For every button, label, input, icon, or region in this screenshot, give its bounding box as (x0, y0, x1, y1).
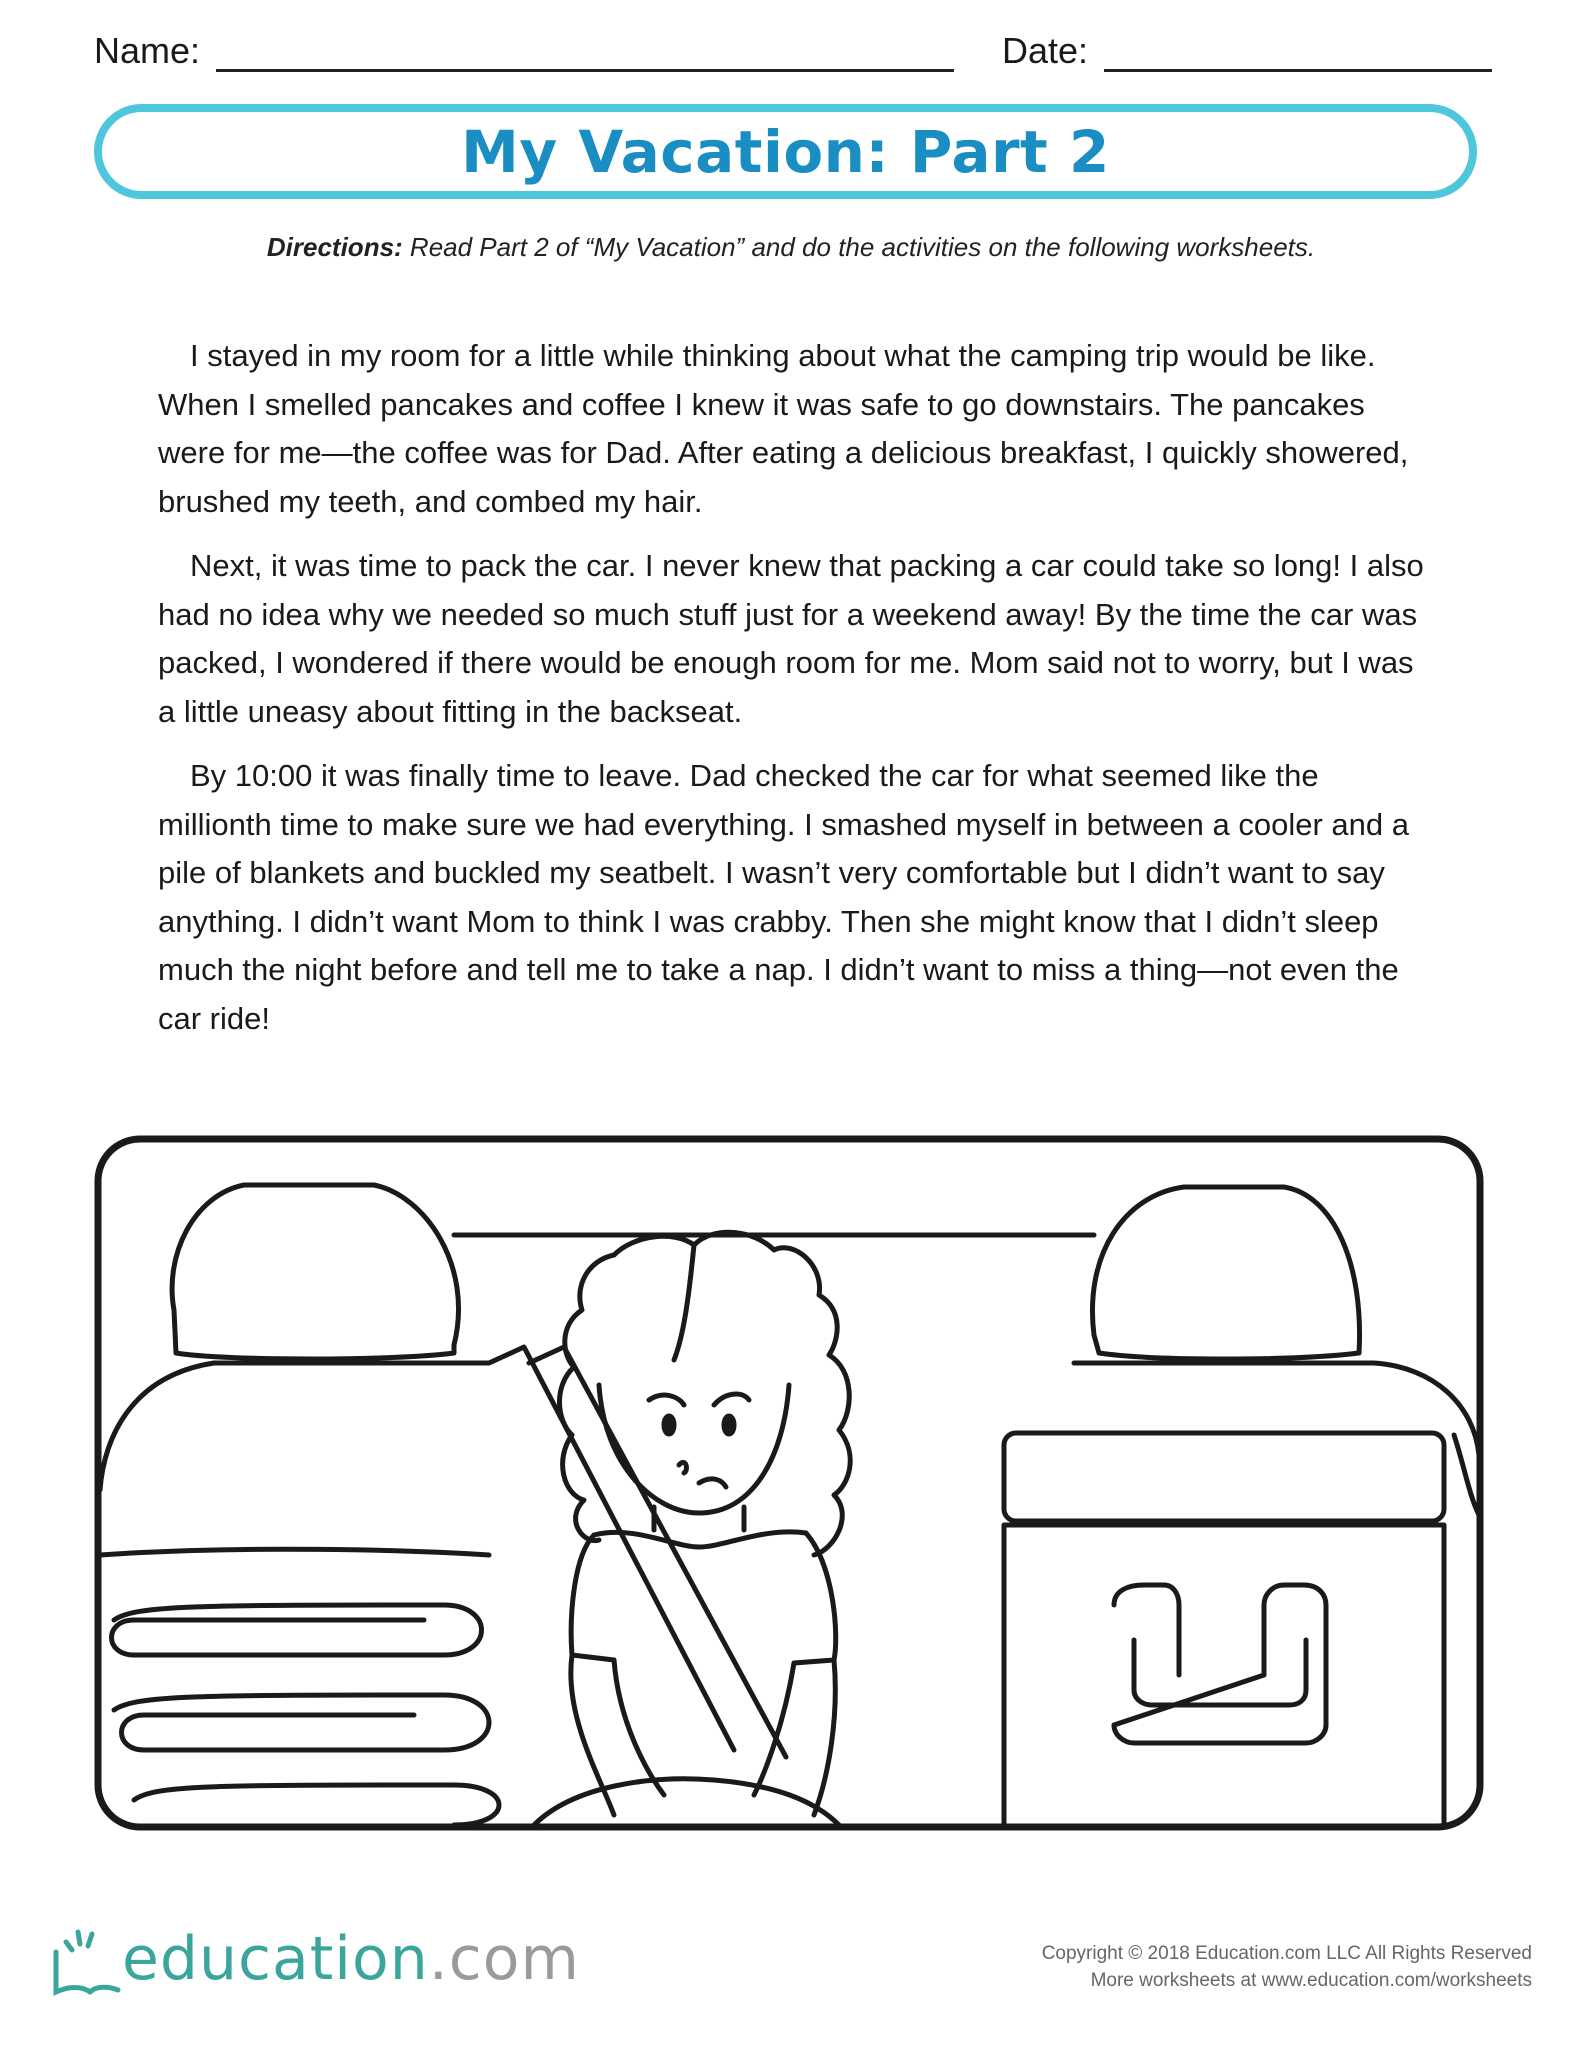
blanket-1 (112, 1605, 482, 1655)
girl-left-eyebrow (649, 1395, 684, 1405)
girl-hair-left (560, 1255, 615, 1541)
date-label: Date: (1002, 30, 1089, 71)
cooler-handle (1114, 1585, 1326, 1743)
education-logo[interactable] (44, 1912, 580, 2002)
name-label: Name: (94, 30, 201, 71)
blanket-top (100, 1549, 489, 1555)
girl-right-arm (814, 1660, 835, 1815)
book-icon (44, 1912, 124, 2002)
blanket-2 (114, 1695, 489, 1750)
girl-face (599, 1385, 789, 1513)
logo-suffix: .com (428, 1924, 580, 1994)
date-field[interactable] (1002, 30, 1492, 74)
girl-right-eye (724, 1416, 734, 1434)
left-seat-back (100, 1363, 489, 1490)
directions-label: Directions: (266, 232, 403, 262)
story-paragraph-3: By 10:00 it was finally time to leave. Dad checked the car for what seemed like the millionth time to make sure we had everything. I smashed myself in between a cooler and a pile of blankets and buckled my seatbelt. I wasn’t very comfortable but I didn’t want to say anything. I didn’t want Mom to think I was crabby. Then she might know that I didn’t sleep much the night before and tell me to take a nap. I didn’t want to miss a thing—not even the car ride! (158, 758, 1409, 1036)
copyright-text: Copyright © 2018 Education.com LLC All Rights Reserved (1041, 1943, 1532, 1964)
directions-text: Read Part 2 of “My Vacation” and do the activities on the following worksheets. (402, 232, 1316, 262)
logo-wordmark (122, 1924, 580, 1994)
right-seat-back (1074, 1363, 1479, 1455)
story-paragraph-1: I stayed in my room for a little while thinking about what the camping trip would be like. When I smelled pancakes and coffee I knew it was safe to go downstairs. The pancakes were for me—the coffee was for Dad. After eating a delicious breakfast, I quickly showered, brushed my teeth, and combed my hair. (158, 338, 1409, 519)
girl-torso-left (614, 1660, 664, 1795)
name-field[interactable] (94, 30, 954, 74)
girl-torso-right (754, 1663, 794, 1795)
car-backseat-illustration (94, 1135, 1484, 1831)
title-banner (94, 104, 1477, 199)
right-seat-side (1454, 1435, 1479, 1515)
girl-left-sleeve (571, 1535, 614, 1660)
cooler-lid (1004, 1433, 1444, 1521)
more-worksheets-link[interactable]: More worksheets at www.education.com/worksheets (1090, 1970, 1532, 1991)
girl-nose (679, 1462, 686, 1473)
story-paragraph-2: Next, it was time to pack the car. I never knew that packing a car could take so long! I also had no idea why we needed so much stuff just for a weekend away! By the time the car was packed, I wondered if there would be enough room for me. Mom said not to worry, but I was a little uneasy about fitting in the backseat. (158, 548, 1424, 729)
girl-right-eyebrow (714, 1394, 749, 1405)
illustration-frame (98, 1139, 1480, 1827)
logo-main: education (122, 1924, 429, 1994)
girl-hair-part (674, 1245, 694, 1360)
girl-mouth (699, 1479, 726, 1487)
date-line[interactable] (1104, 69, 1492, 72)
girl-neck (654, 1507, 744, 1530)
page-title: My Vacation: Part 2 (461, 117, 1110, 186)
left-headrest (172, 1185, 458, 1359)
right-headrest (1092, 1187, 1359, 1359)
cooler-body (1004, 1525, 1444, 1827)
directions (0, 232, 1582, 263)
name-line[interactable] (216, 69, 954, 72)
blanket-3 (134, 1785, 499, 1825)
seatbelt-upper-right (529, 1347, 786, 1757)
girl-left-eye (664, 1416, 674, 1434)
copyright-block (1042, 1940, 1532, 1994)
girl-lap (534, 1779, 839, 1825)
story-text (158, 332, 1428, 1059)
